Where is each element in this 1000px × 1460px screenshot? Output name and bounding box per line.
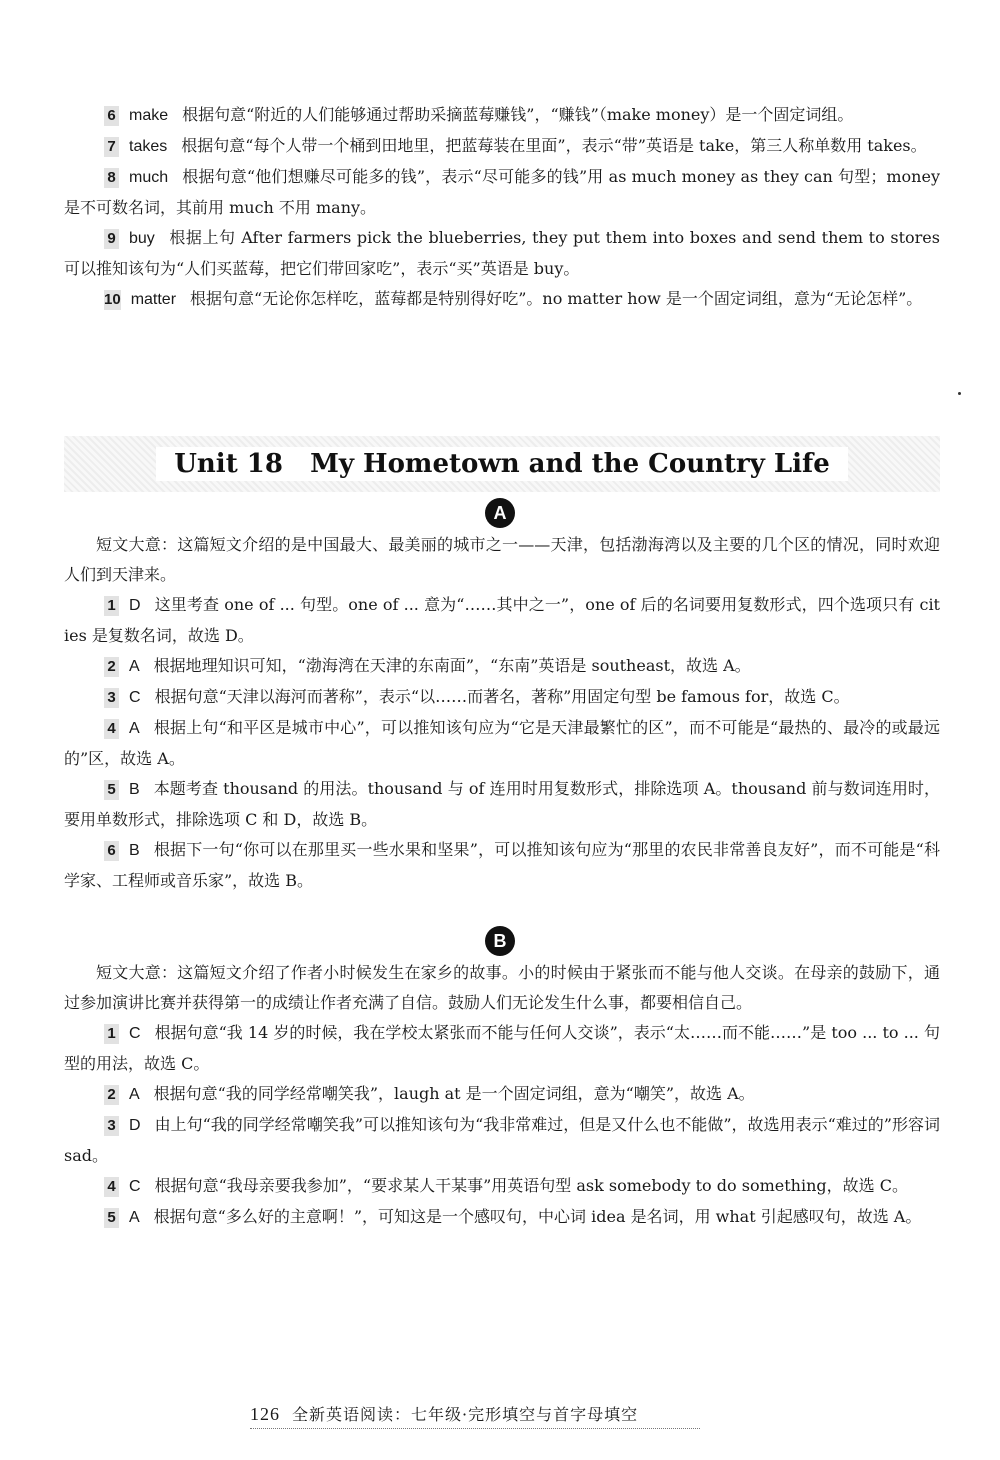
answer-item	[64, 1202, 940, 1233]
item-number: 1	[104, 1024, 119, 1044]
unit-title: Unit 18 My Hometown and the Country Life	[156, 447, 848, 481]
item-number: 6	[104, 841, 119, 861]
answer-item	[64, 774, 940, 835]
answer-item	[64, 835, 940, 896]
item-explanation: 根据地理知识可知，“渤海湾在天津的东南面”，“东南”英语是 southeast，故选 A。	[153, 656, 751, 675]
item-number: 4	[104, 1177, 119, 1197]
answer-item	[64, 284, 940, 315]
item-number: 7	[104, 137, 119, 157]
section-b-marker: B	[485, 926, 515, 956]
answer-item	[64, 713, 940, 774]
answer-item	[64, 162, 940, 223]
item-explanation: 根据句意“无论你怎样吃，蓝莓都是特别得好吃”。no matter how 是一个固定词组，意为“无论怎样”。	[190, 289, 923, 308]
item-explanation: 根据句意“他们想赚尽可能多的钱”，表示“尽可能多的钱”用 as much money as they can 句型；money 是不可数名词，其前用 much 不用 many。	[64, 167, 940, 217]
item-number: 10	[104, 291, 121, 308]
item-answer: C	[129, 1025, 141, 1042]
item-number: 1	[104, 596, 119, 616]
item-number: 9	[104, 229, 119, 249]
item-explanation: 根据句意“多么好的主意啊！”，可知这是一个感叹句，中心词 idea 是名词，用 what 引起感叹句，故选 A。	[153, 1207, 922, 1226]
answer-item	[64, 590, 940, 651]
item-explanation: 根据句意“每个人带一个桶到田地里，把蓝莓装在里面”，表示“带”英语是 take，第三人称单数用 takes。	[181, 136, 927, 155]
item-answer: A	[129, 1086, 140, 1103]
item-explanation: 根据上句 After farmers pick the blueberries, they put them into boxes and send them to stores 可以推知该句为“人们买蓝莓，把它们带回家吃”，表示“买”英语是 buy。	[64, 228, 940, 278]
item-explanation: 根据句意“我 14 岁的时候，我在学校太紧张而不能与任何人交谈”，表示“太……而不能……”是 too ... to ... 句型的用法，故选 C。	[64, 1023, 940, 1073]
item-number: 8	[104, 168, 119, 188]
section-b	[64, 958, 940, 1233]
item-explanation: 本题考查 thousand 的用法。thousand 与 of 连用时用复数形式，排除选项 A。thousand 前与数词连用时，要用单数形式，排除选项 C 和 D，故选 B。	[64, 779, 940, 829]
item-answer: D	[129, 597, 141, 614]
item-answer: make	[129, 107, 169, 124]
item-answer: C	[129, 689, 141, 706]
item-number: 5	[104, 1208, 119, 1228]
item-answer: B	[129, 842, 140, 859]
item-answer: D	[129, 1117, 141, 1134]
answer-item	[64, 131, 940, 162]
item-answer: matter	[130, 291, 177, 308]
answer-item	[64, 651, 940, 682]
answer-item	[64, 1018, 940, 1079]
item-explanation: 根据下一句“你可以在那里买一些水果和坚果”，可以推知该句应为“那里的农民非常善良友好”，而不可能是“科学家、工程师或音乐家”，故选 B。	[64, 840, 940, 890]
section-a-marker: A	[485, 498, 515, 528]
item-explanation: 由上句“我的同学经常嘲笑我”可以推知该句为“我非常难过，但是又什么也不能做”，故选用表示“难过的”形容词 sad。	[64, 1115, 940, 1165]
item-answer: C	[129, 1178, 141, 1195]
item-answer: B	[129, 781, 140, 798]
book-title: 全新英语阅读：七年级·完形填空与首字母填空	[292, 1405, 639, 1424]
page-footer	[250, 1402, 638, 1425]
item-answer: A	[129, 658, 140, 675]
item-number: 4	[104, 719, 119, 739]
item-number: 3	[104, 1116, 119, 1136]
item-answer: takes	[129, 138, 168, 155]
item-explanation: 根据句意“我的同学经常嘲笑我”，laugh at 是一个固定词组，意为“嘲笑”，故选 A。	[153, 1084, 755, 1103]
answer-item	[64, 1110, 940, 1171]
footer-rule	[250, 1428, 700, 1429]
item-answer: much	[129, 169, 169, 186]
item-explanation: 根据句意“附近的人们能够通过帮助采摘蓝莓赚钱”，“赚钱”（make money）是一个固定词组。	[182, 105, 854, 124]
item-explanation: 这里考查 one of ... 句型。one of ... 意为“……其中之一”，one of 后的名词要用复数形式，四个选项只有 cities 是复数名词，故选 D。	[64, 595, 940, 645]
item-explanation: 根据句意“我母亲要我参加”，“要求某人干某事”用英语句型 ask somebody to do something，故选 C。	[154, 1176, 908, 1195]
answer-item	[64, 682, 940, 713]
item-number: 6	[104, 106, 119, 126]
answer-item	[64, 100, 940, 131]
item-number: 5	[104, 780, 119, 800]
section-a-summary: 短文大意：这篇短文介绍的是中国最大、最美丽的城市之一——天津，包括渤海湾以及主要的几个区的情况，同时欢迎人们到天津来。	[64, 535, 940, 584]
item-answer: buy	[129, 230, 155, 247]
unit-banner	[64, 436, 940, 492]
page-number: 126	[250, 1404, 280, 1424]
item-number: 2	[104, 657, 119, 677]
item-explanation: 根据句意“天津以海河而著称”，表示“以……而著名，著称”用固定句型 be famous for，故选 C。	[154, 687, 850, 706]
answer-item	[64, 223, 940, 284]
scan-speck	[958, 392, 961, 395]
section-b-summary: 短文大意：这篇短文介绍了作者小时候发生在家乡的故事。小的时候由于紧张而不能与他人交谈。在母亲的鼓励下，通过参加演讲比赛并获得第一的成绩让作者充满了自信。鼓励人们无论发生什么事，都要相信自己。	[64, 963, 940, 1012]
top-answers	[64, 100, 940, 315]
section-a	[64, 530, 940, 896]
item-number: 2	[104, 1085, 119, 1105]
answer-item	[64, 1079, 940, 1110]
answer-item	[64, 1171, 940, 1202]
item-answer: A	[129, 720, 140, 737]
item-answer: A	[129, 1209, 140, 1226]
item-explanation: 根据上句“和平区是城市中心”，可以推知该句应为“它是天津最繁忙的区”，而不可能是“最热的、最冷的或最远的”区，故选 A。	[64, 718, 940, 768]
item-number: 3	[104, 688, 119, 708]
